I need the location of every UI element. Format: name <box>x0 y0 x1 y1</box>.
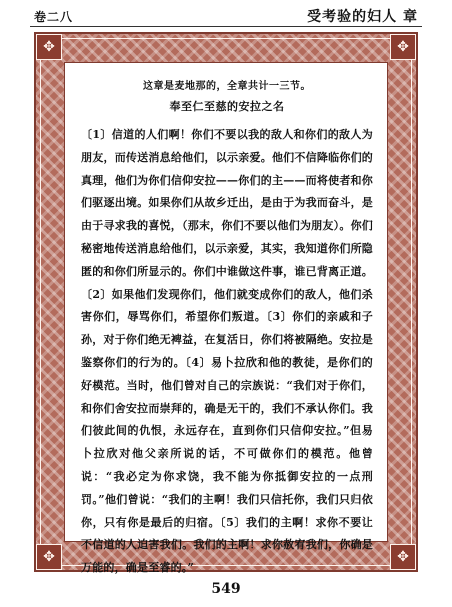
scripture-text: 〔1〕信道的人们啊！你们不要以我的敌人和你们的敌人为朋友，而传送消息给他们，以示亲爱。他们不信降临你们的真理，他们为你们信仰安拉——你们的主——而将使者和你们驱逐出境。如果你们从故乡迁出，是由于为我而奋斗，是由于寻求我的喜悦，（那末，你们不要以他们为朋友）。你们秘密地传送消息给他们，以示亲爱，其实，我知道你们所隐匿的和你们所显示的。你们中谁做这件事，谁已背离正道。〔2〕如果他们发现你们，他们就变成你们的敌人，他们杀害你们，辱骂你们，希望你们叛道。〔3〕你们的亲戚和子孙，对于你们绝无裨益，在复活日，你们将被隔绝。安拉是鉴察你们的行为的。〔4〕易卜拉欣和他的教徒，是你们的好模范。当时，他们曾对自己的宗族说：“我们对于你们，和你们舍安拉而崇拜的，确是无干的，我们不承认你们。我们彼此间的仇恨，永远存在，直到你们只信仰安拉。”但易卜拉欣对他父亲所说的话，不可做你们的模范。他曾说：“我必定为你求饶，我不能为你抵御安拉的一点刑罚。”他们曾说：“我们的主啊！我们只信托你，我们只归依你，只有你是最后的归宿。〔5〕我们的主啊！求你不要让不信道的人迫害我们。我们的主啊！求你赦宥我们，你确是万能的，确是至睿的。” <box>81 128 373 575</box>
header-rule <box>30 26 422 27</box>
corner-ornament-icon: ✥ <box>36 34 62 60</box>
text-panel <box>64 62 388 575</box>
corner-ornament-icon: ✥ <box>390 544 416 570</box>
basmala-heading: 奉至仁至慈的安拉之名 <box>169 100 285 113</box>
running-header-volume: 卷二八 <box>34 10 74 24</box>
ornamental-border <box>34 32 418 575</box>
corner-ornament-icon: ✥ <box>390 34 416 60</box>
chapter-note: 这章是麦地那的，全章共计一三节。 <box>143 81 311 92</box>
corner-ornament-icon: ✥ <box>36 544 62 570</box>
running-header-chapter: 受考验的妇人 章 <box>307 9 418 25</box>
page-number: 549 <box>211 581 241 597</box>
